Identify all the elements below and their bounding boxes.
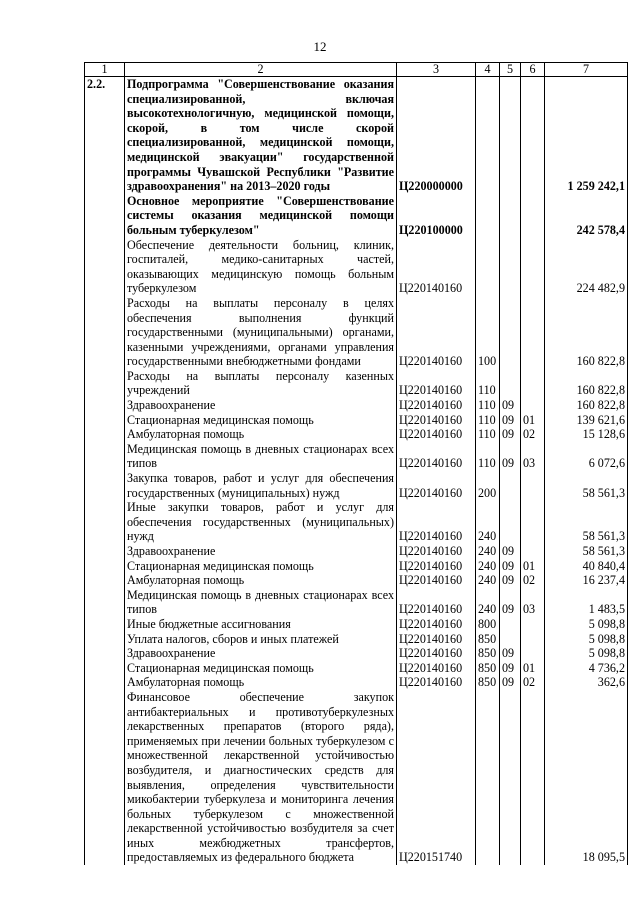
amount: 58 561,3 (545, 544, 628, 559)
table-row (85, 471, 628, 500)
target-code: Ц220140160 (397, 500, 476, 544)
amount: 362,6 (545, 675, 628, 690)
row-name: Закупка товаров, работ и услуг для обеспечения государственных (муниципальных) нужд (125, 471, 397, 500)
amount: 5 098,8 (545, 646, 628, 661)
subsection-code (521, 398, 545, 413)
row-name: Здравоохранение (125, 398, 397, 413)
table-row (85, 194, 628, 238)
target-code: Ц220140160 (397, 471, 476, 500)
expense-type: 800 (476, 617, 500, 632)
expense-type: 110 (476, 427, 500, 442)
subsection-code (521, 500, 545, 544)
target-code: Ц220140160 (397, 398, 476, 413)
table-row (85, 632, 628, 647)
header-row (85, 63, 628, 77)
section-code: 09 (500, 544, 521, 559)
amount: 5 098,8 (545, 632, 628, 647)
row-name: Медицинская помощь в дневных стационарах всех типов (125, 442, 397, 471)
table-row (85, 675, 628, 690)
section-code (500, 690, 521, 865)
subsection-code (521, 544, 545, 559)
expense-type (476, 690, 500, 865)
table-row (85, 588, 628, 617)
amount: 40 840,4 (545, 559, 628, 574)
table-row (85, 500, 628, 544)
amount: 160 822,8 (545, 369, 628, 398)
target-code: Ц220140160 (397, 238, 476, 296)
expense-type (476, 77, 500, 194)
subsection-code (521, 296, 545, 369)
target-code: Ц220140160 (397, 413, 476, 428)
row-name: Амбулаторная помощь (125, 427, 397, 442)
target-code: Ц220140160 (397, 442, 476, 471)
subsection-code: 01 (521, 559, 545, 574)
section-code (500, 238, 521, 296)
table-row (85, 573, 628, 588)
table-row (85, 427, 628, 442)
section-code (500, 194, 521, 238)
amount: 15 128,6 (545, 427, 628, 442)
target-code: Ц220140160 (397, 544, 476, 559)
amount: 242 578,4 (545, 194, 628, 238)
table-row (85, 617, 628, 632)
row-name: Расходы на выплаты персоналу казенных учреждений (125, 369, 397, 398)
header-cell: 3 (397, 63, 476, 77)
row-name: Медицинская помощь в дневных стационарах всех типов (125, 588, 397, 617)
row-name: Стационарная медицинская помощь (125, 413, 397, 428)
amount: 6 072,6 (545, 442, 628, 471)
subsection-code: 01 (521, 661, 545, 676)
expense-type: 850 (476, 675, 500, 690)
expense-type: 240 (476, 500, 500, 544)
subsection-code: 03 (521, 588, 545, 617)
target-code: Ц220140160 (397, 661, 476, 676)
expense-type: 850 (476, 632, 500, 647)
row-name: Финансовое обеспечение закупок антибактериальных и противотуберкулезных лекарственных препаратов (второго ряда), применяемых при лечении больных туберкулезом с множественной лекарственной устойчивостью возбудителя, и диагностических средств для выявления, определения чувствительности микобактерии туберкулеза и мониторинга лечения больных туберкулезом с множественной лекарственной устойчивостью возбудителя за счет иных межбюджетных трансфертов, предоставляемых из федерального бюджета (125, 690, 397, 865)
subsection-code (521, 194, 545, 238)
expense-type: 100 (476, 296, 500, 369)
table-row (85, 398, 628, 413)
table-row (85, 442, 628, 471)
section-code: 09 (500, 675, 521, 690)
section-code: 09 (500, 646, 521, 661)
expense-type: 110 (476, 369, 500, 398)
header-cell: 6 (521, 63, 545, 77)
table-row (85, 544, 628, 559)
expense-type: 850 (476, 661, 500, 676)
target-code: Ц220140160 (397, 573, 476, 588)
header-cell: 7 (545, 63, 628, 77)
amount: 224 482,9 (545, 238, 628, 296)
header-cell: 4 (476, 63, 500, 77)
section-code (500, 617, 521, 632)
subsection-code (521, 646, 545, 661)
section-code (500, 500, 521, 544)
expense-type: 850 (476, 646, 500, 661)
target-code: Ц220140160 (397, 427, 476, 442)
section-code: 09 (500, 442, 521, 471)
table-row (85, 296, 628, 369)
header-cell: 2 (125, 63, 397, 77)
expense-type: 110 (476, 413, 500, 428)
row-name: Подпрограмма "Совершенствование оказания специализированной, включая высокотехнологичную, медицинской помощи, скорой, в том числе скорой специализированной, медицинской помощи, медицинской эвакуации" государственной программы Чувашской Республики "Развитие здравоохранения" на 2013–2020 годы (125, 77, 397, 194)
expense-type (476, 238, 500, 296)
section-code (500, 471, 521, 500)
section-code (500, 77, 521, 194)
subsection-code (521, 690, 545, 865)
row-name: Основное мероприятие "Совершенствование системы оказания медицинской помощи больным туберкулезом" (125, 194, 397, 238)
subsection-code (521, 617, 545, 632)
subsection-code: 01 (521, 413, 545, 428)
table-row (85, 559, 628, 574)
expense-type: 200 (476, 471, 500, 500)
budget-table (84, 62, 628, 865)
table-row (85, 690, 628, 865)
amount: 5 098,8 (545, 617, 628, 632)
row-name: Здравоохранение (125, 646, 397, 661)
amount: 160 822,8 (545, 296, 628, 369)
target-code: Ц220140160 (397, 296, 476, 369)
target-code: Ц220000000 (397, 77, 476, 194)
target-code: Ц220140160 (397, 646, 476, 661)
subsection-code: 02 (521, 573, 545, 588)
target-code: Ц220151740 (397, 690, 476, 865)
amount: 139 621,6 (545, 413, 628, 428)
expense-type: 110 (476, 398, 500, 413)
amount: 1 483,5 (545, 588, 628, 617)
amount: 58 561,3 (545, 471, 628, 500)
header-cell: 5 (500, 63, 521, 77)
expense-type (476, 194, 500, 238)
amount: 58 561,3 (545, 500, 628, 544)
table-row (85, 77, 628, 194)
row-name: Здравоохранение (125, 544, 397, 559)
section-code: 09 (500, 559, 521, 574)
target-code: Ц220100000 (397, 194, 476, 238)
section-number: 2.2. (85, 77, 125, 866)
subsection-code (521, 369, 545, 398)
row-name: Расходы на выплаты персоналу в целях обеспечения выполнения функций государственными (муниципальными) органами, казенными учреждениями, органами управления государственными внебюджетными фондами (125, 296, 397, 369)
row-name: Иные бюджетные ассигнования (125, 617, 397, 632)
table-row (85, 413, 628, 428)
amount: 18 095,5 (545, 690, 628, 865)
amount: 1 259 242,1 (545, 77, 628, 194)
row-name: Стационарная медицинская помощь (125, 559, 397, 574)
table-row (85, 369, 628, 398)
section-code: 09 (500, 427, 521, 442)
section-code: 09 (500, 661, 521, 676)
subsection-code: 02 (521, 427, 545, 442)
row-name: Амбулаторная помощь (125, 573, 397, 588)
table-row (85, 646, 628, 661)
subsection-code: 02 (521, 675, 545, 690)
table-row (85, 238, 628, 296)
row-name: Обеспечение деятельности больниц, клиник, госпиталей, медико-санитарных частей, оказывающих медицинскую помощь больным туберкулезом (125, 238, 397, 296)
target-code: Ц220140160 (397, 588, 476, 617)
section-code: 09 (500, 573, 521, 588)
section-code: 09 (500, 588, 521, 617)
target-code: Ц220140160 (397, 559, 476, 574)
section-code (500, 632, 521, 647)
amount: 16 237,4 (545, 573, 628, 588)
row-name: Уплата налогов, сборов и иных платежей (125, 632, 397, 647)
section-code (500, 369, 521, 398)
target-code: Ц220140160 (397, 369, 476, 398)
subsection-code: 03 (521, 442, 545, 471)
subsection-code (521, 632, 545, 647)
expense-type: 240 (476, 544, 500, 559)
subsection-code (521, 471, 545, 500)
header-cell: 1 (85, 63, 125, 77)
section-code: 09 (500, 413, 521, 428)
table-row (85, 661, 628, 676)
target-code: Ц220140160 (397, 632, 476, 647)
expense-type: 240 (476, 573, 500, 588)
expense-type: 240 (476, 559, 500, 574)
section-code: 09 (500, 398, 521, 413)
target-code: Ц220140160 (397, 617, 476, 632)
row-name: Амбулаторная помощь (125, 675, 397, 690)
page-number: 12 (313, 39, 327, 54)
section-code (500, 296, 521, 369)
amount: 160 822,8 (545, 398, 628, 413)
amount: 4 736,2 (545, 661, 628, 676)
expense-type: 110 (476, 442, 500, 471)
subsection-code (521, 238, 545, 296)
subsection-code (521, 77, 545, 194)
target-code: Ц220140160 (397, 675, 476, 690)
expense-type: 240 (476, 588, 500, 617)
row-name: Стационарная медицинская помощь (125, 661, 397, 676)
row-name: Иные закупки товаров, работ и услуг для обеспечения государственных (муниципальных) нужд (125, 500, 397, 544)
